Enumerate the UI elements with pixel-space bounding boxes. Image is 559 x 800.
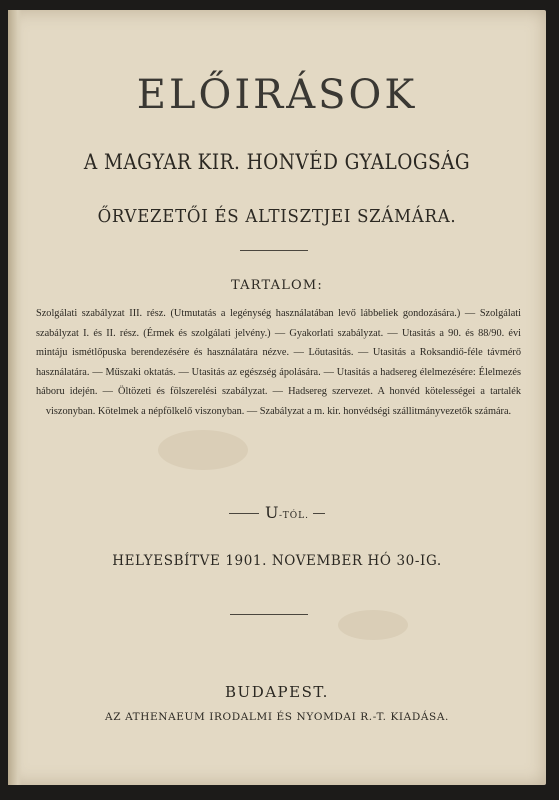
publication-city: BUDAPEST. (225, 683, 329, 701)
divider-rule-lower (230, 614, 308, 615)
subtitle-line-2: ŐRVEZETŐI ÉS ALTISZTJEI SZÁMÁRA. (97, 206, 457, 227)
page-title: ELŐIRÁSOK (136, 72, 418, 118)
paper-stain (158, 430, 248, 470)
author-dash-left (229, 513, 259, 514)
paper-stain (338, 610, 408, 640)
contents-heading: TARTALOM: (230, 278, 324, 293)
author-initial: U (265, 503, 280, 522)
subtitle-line-1: A MAGYAR KIR. HONVÉD GYALOGSÁG (83, 150, 471, 174)
revision-date: HELYESBÍTVE 1901. NOVEMBER HÓ 30-IG. (112, 553, 442, 569)
contents-text: Szolgálati szabályzat III. rész. (Utmutatás a legénység használatában levő lábbeliek gondozására.) — Szolgálati szabályzat I. és II. rész. (Érmek és szolgálati jelvény.) — Gyakorlati szabályzat. — Utasitás a 90. és 88/90. évi mintáju ismétlőpuska berendezésére és használatára nézve. — Lőutasitás. — Utasitás a Roksandiő-féle távmérő használatára. — Műszaki oktatás. — Utasitás az egészség ápolására. — Utasitás a hadsereg élelmezésére: Élelmezés háboru idején. — Öltözeti és fölszerelési szabályzat. — Hadsereg szervezet. A honvéd kötelességei a tartalék viszonyban. Kötelmek a népfölkelő viszonyban. — Szabályzat a m. kir. honvédségi szállitmányvezetők számára. (36, 308, 521, 417)
author-dash-right (313, 513, 325, 514)
divider-rule (240, 250, 308, 251)
book-page (8, 10, 546, 785)
publisher-line: AZ ATHENAEUM IRODALMI ÉS NYOMDAI R.-T. KIADÁSA. (105, 711, 449, 723)
author-suffix: -TÓL. (279, 511, 309, 521)
author-line (8, 503, 546, 522)
page-spine-shadow (8, 10, 22, 785)
